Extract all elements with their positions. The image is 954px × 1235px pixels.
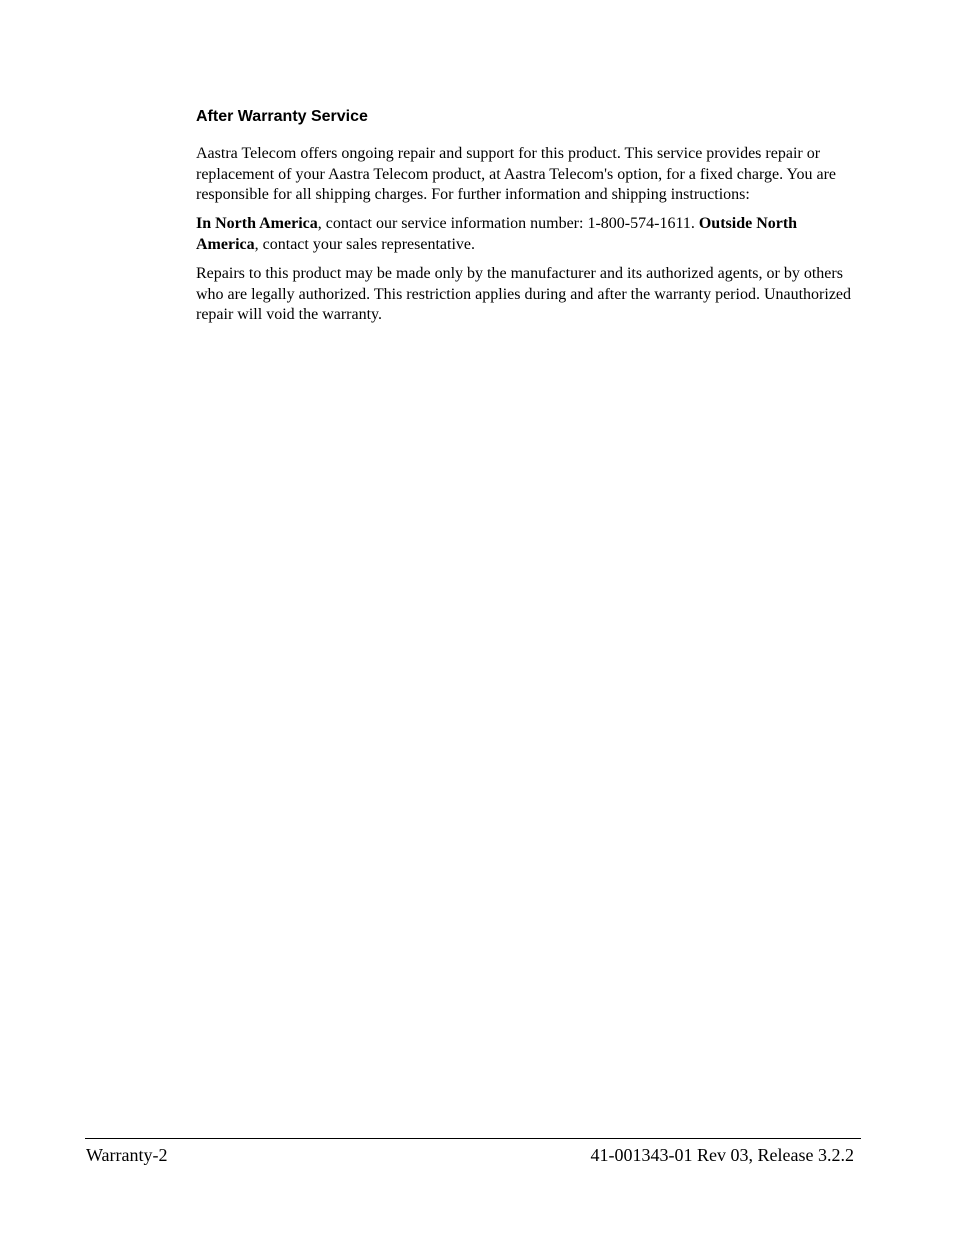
region-outside-north-america: Outside North America <box>196 215 798 253</box>
section-heading: After Warranty Service <box>196 108 368 125</box>
north-america-contact-text: , contact our service information number: 1-800-574-1611. <box>317 215 699 232</box>
paragraph-repair-restriction: Repairs to this product may be made only by the manufacturer and its authorized agents, or by others who are legally authorized. This restriction applies during and after the warranty period. Unauthorized repair will void the warranty. <box>196 265 852 323</box>
outside-contact-text: , contact your sales representative. <box>254 235 475 253</box>
footer-divider <box>85 1138 861 1139</box>
region-north-america: In North America <box>196 215 318 232</box>
footer-page-label: Warranty-2 <box>86 1145 168 1165</box>
paragraph-service-description: Aastra Telecom offers ongoing repair and support for this product. This service provides repair or replacement of your Aastra Telecom product, at Aastra Telecom's option, for a fixed charge. You are responsible for all shipping charges. For further information and shipping instructions: <box>196 145 836 203</box>
paragraph-contact-info <box>196 214 856 255</box>
footer-document-id: 41-001343-01 Rev 03, Release 3.2.2 <box>590 1145 854 1165</box>
